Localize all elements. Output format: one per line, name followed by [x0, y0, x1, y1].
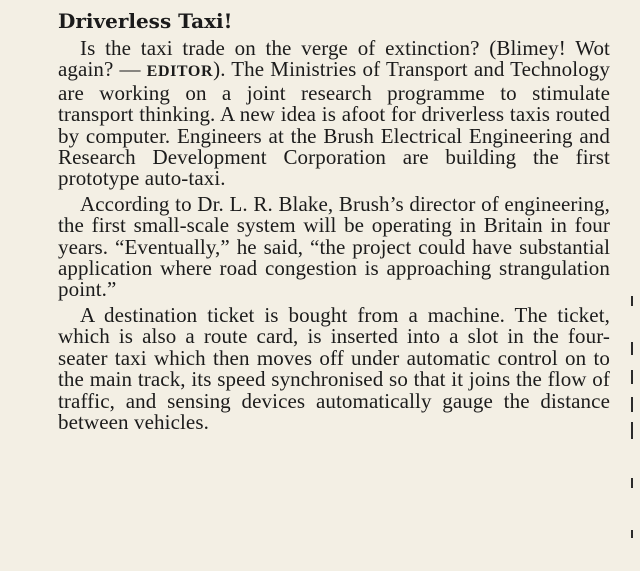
- edge-mark: [631, 478, 633, 488]
- article-title: Driverless Taxi!: [58, 9, 233, 33]
- edge-mark: [631, 422, 633, 439]
- paragraph-3: A destination ticket is bought from a machine. The ticket, which is also a route card, is inserted into a slot in the four-seater taxi which then moves off under automatic control on to the main track, its speed synchronised so that it joins the flow of traffic, and sensing devices automatically gauge the distance between vehicles.: [58, 302, 610, 434]
- edge-mark: [631, 296, 633, 306]
- paragraph-1-start: Is the taxi trade on the verge of extinction? (Blimey! Wot again? —: [58, 36, 610, 82]
- paragraph-2: According to Dr. L. R. Blake, Brush’s director of engineering, the first small-scale system will be operating in Britain in four years. “Eventually,” he said, “the project could have substantial application where road congestion is approaching strangulation point.”: [58, 191, 610, 302]
- edge-mark: [631, 397, 633, 412]
- edge-mark: [631, 342, 633, 355]
- adjacent-column-edge: [628, 0, 640, 571]
- paragraph-1: [58, 38, 610, 190]
- paragraph-1-end: ). The Ministries of Transport and Technology are working on a joint research programme to stimulate transport thinking. A new idea is afoot for driverless taxis routed by computer. Engineers at the Brush Electrical Engineering and Research Development Corporation are building the first prototype auto-taxi.: [58, 57, 610, 191]
- editor-note: EDITOR: [146, 63, 214, 81]
- edge-mark: [631, 370, 633, 384]
- edge-mark: [631, 530, 633, 538]
- article-column: [58, 8, 610, 437]
